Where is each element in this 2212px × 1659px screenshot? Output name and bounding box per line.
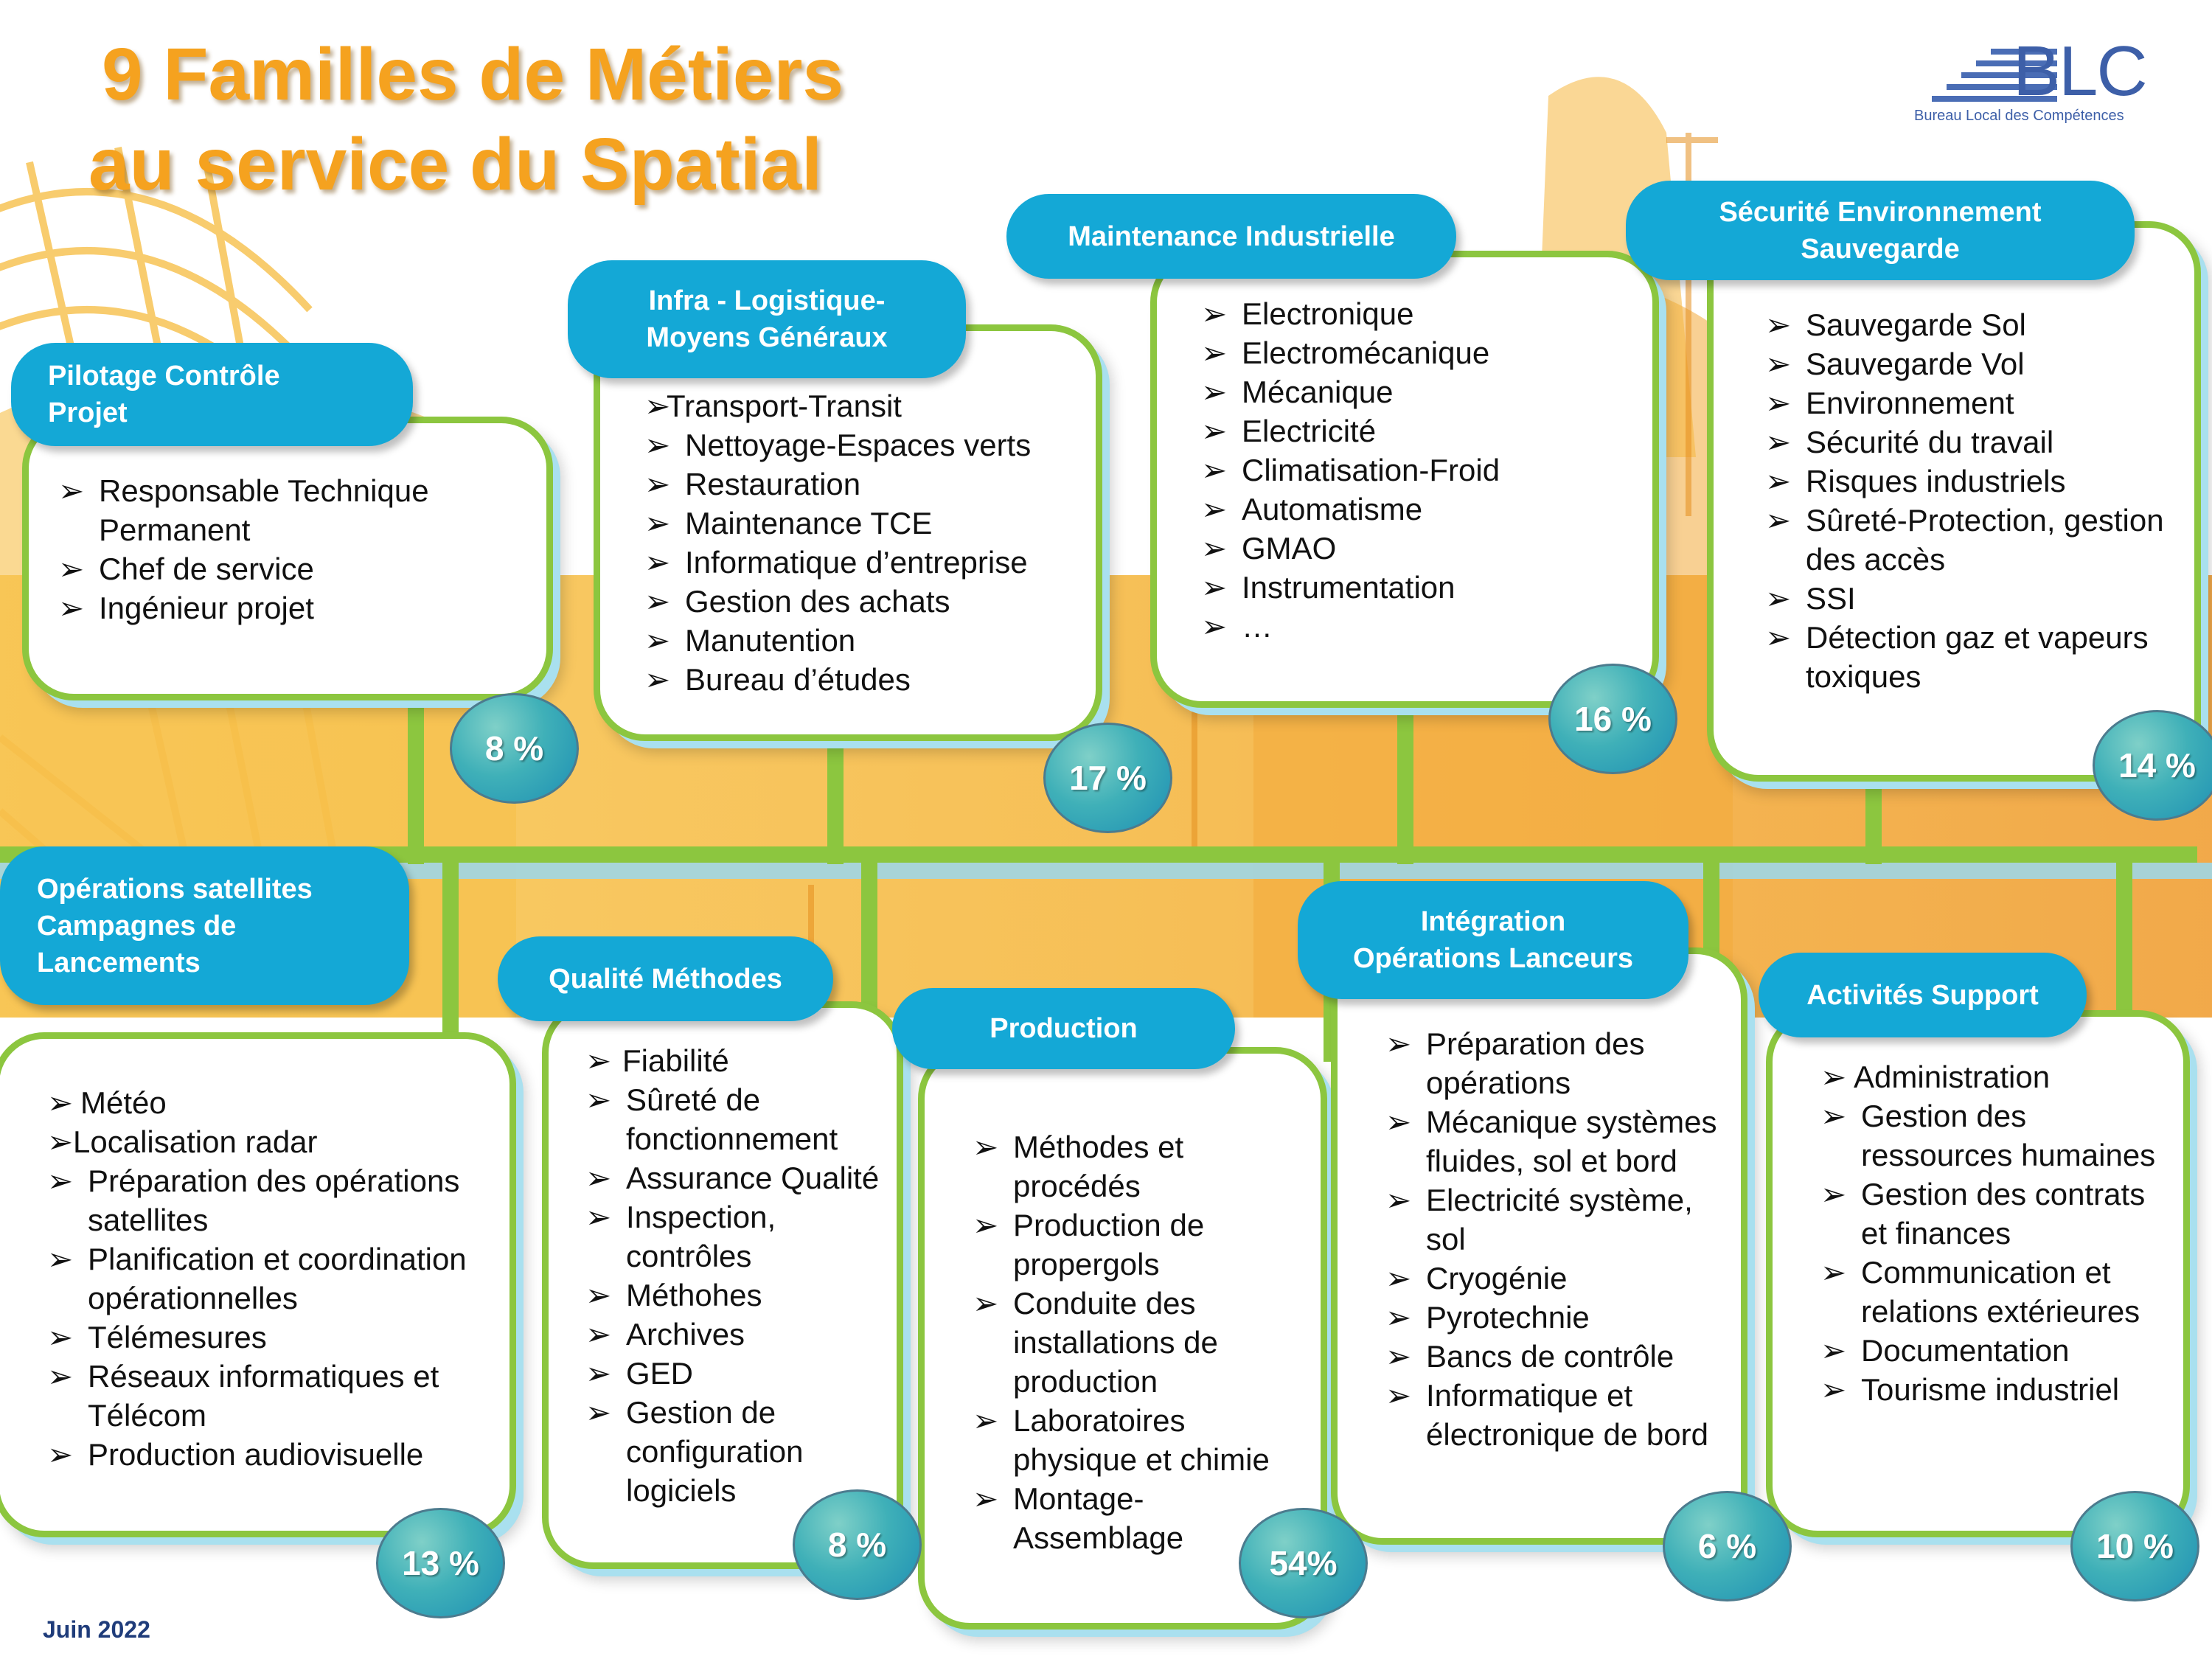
- arrow-bullet-icon: ➢: [58, 552, 85, 586]
- arrow-bullet-icon: ➢: [47, 1242, 74, 1276]
- arrow-bullet-icon: ➢: [1765, 425, 1792, 459]
- list-item: ➢ Gestion de configuration logiciels: [585, 1393, 886, 1510]
- family-list-qualite: [585, 1041, 886, 1510]
- arrow-bullet-icon: ➢: [585, 1278, 612, 1312]
- family-box-operations: [0, 1032, 516, 1537]
- family-header-qualite: Qualité Méthodes: [498, 936, 833, 1021]
- list-item: ➢ Archives: [585, 1315, 886, 1354]
- arrow-bullet-icon: ➢: [644, 584, 671, 619]
- list-item: ➢ Bancs de contrôle: [1385, 1337, 1733, 1376]
- arrow-bullet-icon: ➢: [1385, 1105, 1412, 1139]
- arrow-bullet-icon: ➢: [1385, 1378, 1412, 1413]
- arrow-bullet-icon: ➢: [1201, 335, 1228, 370]
- family-list-pilotage: [58, 471, 532, 627]
- arrow-bullet-icon: ➢: [644, 623, 671, 658]
- page-title: [88, 29, 844, 209]
- list-item: ➢ Climatisation-Froid: [1201, 451, 1638, 490]
- list-item: ➢ Automatisme: [1201, 490, 1638, 529]
- family-box-support: [1766, 1010, 2190, 1537]
- list-item: ➢ Production audiovisuelle: [47, 1435, 495, 1474]
- list-item: ➢ Inspection, contrôles: [585, 1197, 886, 1276]
- list-item: ➢ Préparation des opérations satellites: [47, 1161, 495, 1239]
- family-list-securite: [1765, 305, 2180, 696]
- arrow-bullet-icon: ➢: [1765, 386, 1792, 420]
- family-box-qualite: [542, 1001, 903, 1569]
- list-item: ➢ Gestion des achats: [644, 582, 1081, 621]
- arrow-bullet-icon: ➢: [1385, 1339, 1412, 1374]
- list-item: ➢ Méthodes et procédés: [973, 1127, 1310, 1206]
- logo-subtitle: Bureau Local des Compétences: [1914, 108, 2124, 124]
- percent-badge-production: 54%: [1239, 1508, 1368, 1618]
- arrow-bullet-icon: ➢: [585, 1317, 612, 1352]
- arrow-bullet-icon: ➢: [1820, 1060, 1847, 1094]
- list-item: ➢ Chef de service: [58, 549, 532, 588]
- arrow-bullet-icon: ➢: [1765, 620, 1792, 655]
- list-item: ➢ Transport-Transit: [644, 386, 1081, 425]
- arrow-bullet-icon: ➢: [1820, 1177, 1847, 1211]
- list-item: ➢ Responsable Technique Permanent: [58, 471, 532, 549]
- list-item: ➢ Télémesures: [47, 1318, 495, 1357]
- family-header-production: Production: [892, 988, 1235, 1069]
- family-box-maintenance: [1150, 251, 1659, 708]
- arrow-bullet-icon: ➢: [1765, 503, 1792, 538]
- arrow-bullet-icon: ➢: [1385, 1026, 1412, 1061]
- arrow-bullet-icon: ➢: [973, 1208, 999, 1242]
- family-header-securite: Sécurité Environnement Sauvegarde: [1626, 181, 2135, 280]
- arrow-bullet-icon: ➢: [585, 1043, 612, 1078]
- list-item: ➢ Environnement: [1765, 383, 2180, 422]
- arrow-bullet-icon: ➢: [1201, 570, 1228, 605]
- list-item: ➢ Sûreté de fonctionnement: [585, 1080, 886, 1158]
- list-item: ➢ Gestion des contrats et finances: [1820, 1175, 2176, 1253]
- arrow-bullet-icon: ➢: [47, 1320, 74, 1354]
- arrow-bullet-icon: ➢: [1201, 492, 1228, 526]
- family-box-securite: [1707, 221, 2201, 782]
- family-list-support: [1820, 1057, 2176, 1409]
- logo-name: BLC: [2013, 32, 2146, 111]
- arrow-bullet-icon: ➢: [1201, 414, 1228, 448]
- list-item: ➢ Planification et coordination opérationnelles: [47, 1239, 495, 1318]
- list-item: ➢ Mécanique: [1201, 372, 1638, 411]
- arrow-bullet-icon: ➢: [47, 1164, 74, 1198]
- list-item: ➢ Gestion des ressources humaines: [1820, 1096, 2176, 1175]
- family-header-pilotage: Pilotage Contrôle Projet: [11, 343, 413, 446]
- list-item: ➢ Electricité: [1201, 411, 1638, 451]
- arrow-bullet-icon: ➢: [1201, 296, 1228, 331]
- list-item: ➢ Localisation radar: [47, 1122, 495, 1161]
- arrow-bullet-icon: ➢: [973, 1403, 999, 1438]
- arrow-bullet-icon: ➢: [973, 1481, 999, 1516]
- family-list-operations: [47, 1083, 495, 1474]
- list-item: ➢ …: [1201, 607, 1638, 646]
- arrow-bullet-icon: ➢: [1820, 1372, 1847, 1407]
- list-item: ➢ Ingénieur projet: [58, 588, 532, 627]
- list-item: ➢ Conduite des installations de production: [973, 1284, 1310, 1401]
- family-list-production: [973, 1127, 1310, 1557]
- family-header-maintenance: Maintenance Industrielle: [1006, 194, 1456, 279]
- percent-badge-maintenance: 16 %: [1548, 664, 1677, 774]
- list-item: ➢ Risques industriels: [1765, 462, 2180, 501]
- list-item: ➢ Documentation: [1820, 1331, 2176, 1370]
- footer-date: Juin 2022: [43, 1616, 150, 1643]
- percent-badge-qualite: 8 %: [793, 1489, 922, 1600]
- arrow-bullet-icon: ➢: [644, 467, 671, 501]
- list-item: ➢ Réseaux informatiques et Télécom: [47, 1357, 495, 1435]
- list-item: ➢ Méthohes: [585, 1276, 886, 1315]
- list-item: ➢ GED: [585, 1354, 886, 1393]
- list-item: ➢ Pyrotechnie: [1385, 1298, 1733, 1337]
- family-list-maintenance: [1201, 294, 1638, 646]
- list-item: ➢ GMAO: [1201, 529, 1638, 568]
- page-title-line-2: au service du Spatial: [88, 123, 822, 206]
- arrow-bullet-icon: ➢: [644, 428, 671, 462]
- list-item: ➢ Montage-Assemblage: [973, 1479, 1310, 1557]
- arrow-bullet-icon: ➢: [585, 1200, 612, 1234]
- page-title-line-1: 9 Familles de Métiers: [102, 33, 844, 116]
- arrow-bullet-icon: ➢: [644, 545, 671, 580]
- list-item: ➢ SSI: [1765, 579, 2180, 618]
- arrow-bullet-icon: ➢: [1201, 531, 1228, 566]
- arrow-bullet-icon: ➢: [1201, 453, 1228, 487]
- arrow-bullet-icon: ➢: [1820, 1255, 1847, 1290]
- list-item: ➢ Manutention: [644, 621, 1081, 660]
- arrow-bullet-icon: ➢: [585, 1356, 612, 1391]
- list-item: ➢ Fiabilité: [585, 1041, 886, 1080]
- list-item: ➢ Détection gaz et vapeurs toxiques: [1765, 618, 2180, 696]
- list-item: ➢ Administration: [1820, 1057, 2176, 1096]
- list-item: ➢ Sûreté-Protection, gestion des accès: [1765, 501, 2180, 579]
- percent-badge-pilotage: 8 %: [450, 693, 579, 804]
- arrow-bullet-icon: ➢: [1765, 464, 1792, 498]
- family-box-integration: [1331, 947, 1747, 1545]
- arrow-bullet-icon: ➢: [1765, 581, 1792, 616]
- list-item: ➢ Electronique: [1201, 294, 1638, 333]
- list-item: ➢ Cryogénie: [1385, 1259, 1733, 1298]
- arrow-bullet-icon: ➢: [973, 1130, 999, 1164]
- list-item: ➢ Météo: [47, 1083, 495, 1122]
- percent-badge-operations: 13 %: [376, 1508, 505, 1618]
- arrow-bullet-icon: ➢: [47, 1085, 74, 1120]
- family-box-infra: [594, 324, 1102, 741]
- list-item: ➢ Assurance Qualité: [585, 1158, 886, 1197]
- arrow-bullet-icon: ➢: [58, 591, 85, 625]
- arrow-bullet-icon: ➢: [1385, 1300, 1412, 1335]
- percent-badge-securite: 14 %: [2093, 710, 2212, 821]
- list-item: ➢ Nettoyage-Espaces verts: [644, 425, 1081, 465]
- arrow-bullet-icon: ➢: [1820, 1333, 1847, 1368]
- arrow-bullet-icon: ➢: [1820, 1099, 1847, 1133]
- arrow-bullet-icon: ➢: [585, 1161, 612, 1195]
- arrow-bullet-icon: ➢: [47, 1437, 74, 1472]
- arrow-bullet-icon: ➢: [47, 1359, 74, 1394]
- list-item: ➢ Restauration: [644, 465, 1081, 504]
- family-header-support: Activités Support: [1759, 953, 2087, 1037]
- arrow-bullet-icon: ➢: [585, 1082, 612, 1117]
- list-item: ➢ Electricité système, sol: [1385, 1180, 1733, 1259]
- list-item: ➢ Bureau d’études: [644, 660, 1081, 699]
- arrow-bullet-icon: ➢: [1385, 1183, 1412, 1217]
- arrow-bullet-icon: ➢: [1201, 609, 1228, 644]
- list-item: ➢ Maintenance TCE: [644, 504, 1081, 543]
- list-item: ➢ Informatique d’entreprise: [644, 543, 1081, 582]
- arrow-bullet-icon: ➢: [644, 662, 671, 697]
- percent-badge-support: 10 %: [2070, 1491, 2199, 1601]
- arrow-bullet-icon: ➢: [1385, 1261, 1412, 1295]
- arrow-bullet-icon: ➢: [1765, 307, 1792, 342]
- list-item: ➢ Tourisme industriel: [1820, 1370, 2176, 1409]
- arrow-bullet-icon: ➢: [644, 389, 671, 423]
- arrow-bullet-icon: ➢: [1201, 375, 1228, 409]
- arrow-bullet-icon: ➢: [585, 1395, 612, 1430]
- list-item: ➢ Production de propergols: [973, 1206, 1310, 1284]
- percent-badge-infra: 17 %: [1043, 723, 1172, 833]
- list-item: ➢ Préparation des opérations: [1385, 1024, 1733, 1102]
- list-item: ➢ Sécurité du travail: [1765, 422, 2180, 462]
- arrow-bullet-icon: ➢: [1765, 347, 1792, 381]
- family-header-integration: Intégration Opérations Lanceurs: [1298, 881, 1688, 999]
- list-item: ➢ Sauvegarde Sol: [1765, 305, 2180, 344]
- list-item: ➢ Instrumentation: [1201, 568, 1638, 607]
- list-item: ➢ Sauvegarde Vol: [1765, 344, 2180, 383]
- arrow-bullet-icon: ➢: [644, 506, 671, 540]
- family-list-integration: [1385, 1024, 1733, 1454]
- arrow-bullet-icon: ➢: [47, 1124, 74, 1159]
- family-header-operations: Opérations satellites Campagnes de Lancements: [0, 846, 409, 1005]
- arrow-bullet-icon: ➢: [973, 1286, 999, 1321]
- family-header-infra: Infra - Logistique- Moyens Généraux: [568, 260, 966, 378]
- list-item: ➢ Communication et relations extérieures: [1820, 1253, 2176, 1331]
- family-box-pilotage: [22, 417, 553, 700]
- list-item: ➢ Laboratoires physique et chimie: [973, 1401, 1310, 1479]
- list-item: ➢ Informatique et électronique de bord: [1385, 1376, 1733, 1454]
- percent-badge-integration: 6 %: [1663, 1491, 1792, 1601]
- arrow-bullet-icon: ➢: [58, 473, 85, 508]
- family-list-infra: [644, 386, 1081, 699]
- list-item: ➢ Mécanique systèmes fluides, sol et bord: [1385, 1102, 1733, 1180]
- list-item: ➢ Electromécanique: [1201, 333, 1638, 372]
